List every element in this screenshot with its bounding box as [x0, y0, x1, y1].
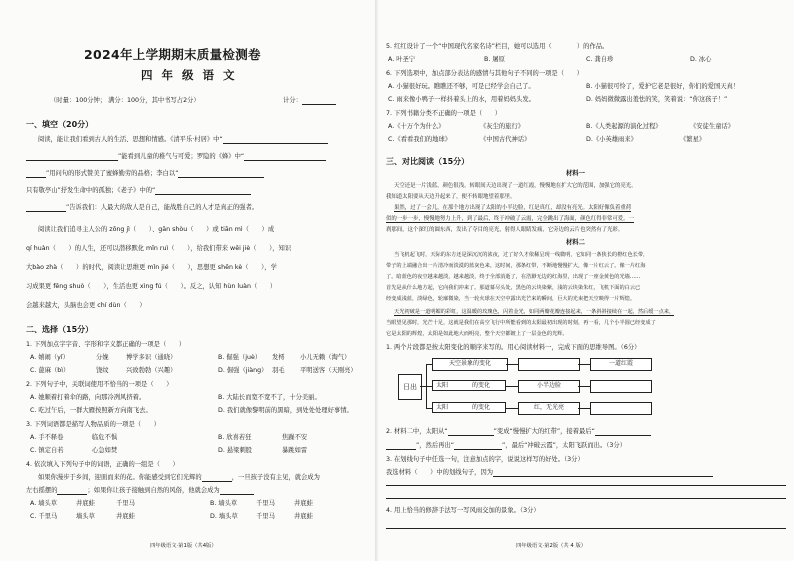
fill-line-5: ”告诉我们：人最大的敌人是自己，能战胜自己的人才是真正的强者。 — [26, 204, 258, 212]
fill-line-3: ”用问句的形式赞美了蜜蜂勤劳的品格；李白以“ — [26, 170, 264, 178]
q4-option-d-3: 井底蛙 — [294, 513, 313, 520]
material-2-line-1: 当飞机起飞时，天际的东方还是深沉沉的浓夜，过了好久才依稀呈现一线微明，它如同一条狭长的橙红色长带， — [394, 252, 649, 258]
mindmap-row3-label: 太阳 的变化 — [432, 402, 506, 413]
r-q5-option-b: B. 屠原 — [484, 56, 505, 63]
r-q4-answer-line[interactable] — [386, 528, 786, 529]
r-q5-option-c: C. 龚自珍 — [586, 56, 614, 63]
section-reading-heading: 三、对比阅读（15分） — [386, 157, 470, 166]
r-q3-answer-line-1: 我选材料（ ）中的划线句子，因为 — [386, 469, 713, 477]
q3-option-c: C. 镇定自若 — [30, 447, 64, 454]
mindmap-row1-blank[interactable] — [518, 358, 580, 371]
mindmap-row3-blank[interactable] — [590, 402, 652, 415]
q1-option-d-idiom: 平明送客（天刚亮） — [300, 367, 357, 374]
material-1-line-2: 我知道太阳要从天边升起来了，便不转眼地望着那里。 — [386, 194, 516, 200]
right-page — [380, 0, 790, 561]
left-page — [0, 0, 372, 561]
q3-option-a: A. 手不释卷 — [30, 434, 64, 441]
material-1-line-4: 似的一步一步，慢慢地努力上升，到了最后，终于冲破了云霞，完全跳出了海面，颜色红得非常可爱。一 — [386, 216, 634, 222]
q2-option-a: A. 她顺着打着伞的路，向那冷冽风挤着。 — [30, 394, 146, 401]
arrow-1-2 — [578, 364, 590, 365]
subject-title: 四年级语文 — [141, 68, 244, 82]
r-q6-option-a: A. 小猫很好玩。瞧瞧还不够，可是已经学会自己了。 — [388, 83, 535, 90]
q3-option-c-word: 心急如焚 — [92, 447, 118, 454]
material-2-line-5: 经变成浅蓝，淡绿色，轮廓微染，当一轮火球在天空中露出光芒来的瞬间，巨大的光束把天空映得一片辉煌。 — [386, 296, 636, 302]
mindmap-row3-middle: 红，无光亮 — [518, 402, 580, 415]
material-1-line-3: 果然，过了一会儿，在那个地方出现了太阳的小半边脸，红是真红，却没有亮光。太阳好像负着重荷 — [394, 205, 632, 211]
q4-stem: 4. 依次填入下列句子中的词语，正确的一组是（ ） — [26, 461, 179, 468]
q4-option-b-3: 井底蛙 — [294, 500, 313, 507]
r-q7-option-a: A.《十万个为什么》 — [388, 123, 445, 130]
r-q7-option-c: C.《看看我们的地球》 — [388, 136, 452, 143]
material-2-line-8: 它是太阳的辉煌，太阳是如此地大而明亮，整个天空都镀上了一层金色的光辉。 — [386, 331, 568, 337]
q1-option-d-word: 羽毛 — [272, 367, 285, 374]
pinyin-line-2: qí huàn（ ）的人生，还可以潜移默化 mǐn ruì（ ），给我们带来 wēi jiè（ ），知识 — [26, 245, 292, 252]
section-fill-heading: 一、填空（20分） — [26, 120, 94, 129]
pinyin-line-4: 习成果更 fēng shuò（ ），生活也更 xìng fú（ ）。反之，认知 hùn luàn（ ） — [26, 283, 277, 290]
q3-option-b-word: 焦躁不安 — [282, 434, 308, 441]
q4-option-c: C. 千里马 — [30, 513, 58, 520]
arrow-3-2 — [578, 408, 590, 409]
r-q6-stem: 6. 下列选项中，加点部分表达的感情与其他句子不同的一项是（ ） — [386, 70, 583, 77]
q3-option-a-word: 临危不惧 — [92, 434, 118, 441]
q3-option-d: D. 悬梁刺股 — [218, 447, 253, 454]
mindmap-row1-label: 天空景象的变化 — [432, 358, 508, 371]
material-1-line-1: 天空还是一片浅蓝，颜色很浅。转眼间天边出现了一道红霞，慢慢地在扩大它的范围，加强它的亮光。 — [394, 183, 637, 189]
r-q7-option-c-2: 《中国古代神话》 — [480, 136, 531, 143]
q1-option-b: B. 倔强（juè） — [218, 354, 262, 361]
r-q2-line-1: 2. 材料二中，太阳从“ ”变成“慢慢扩大的红带”，接着最后“ — [386, 428, 651, 436]
q3-option-d-word: 暴跳如雷 — [282, 447, 308, 454]
mindmap-row2-blank[interactable] — [590, 380, 652, 393]
q4-option-d: D. 墙头草 — [210, 513, 238, 520]
q1-option-c: C. 蓖麻（bì） — [30, 367, 70, 374]
q1-option-a: A. 嬉闹（yǐ） — [30, 354, 69, 361]
pinyin-line-5: 会越来越大，头脑也会更 chí dùn（ ） — [26, 302, 146, 309]
q3-option-b: B. 欣喜若狂 — [218, 434, 252, 441]
r-q2-line-2: ”，然后再出“ ”，最后“冲破云霞”，太阳飞跃而出。（3分） — [386, 442, 626, 450]
material-2-line-3: 了。暗蓝色的夜空越来越淡，越来越淡，终于全部消逝了，在浩渺无边的红海里，出现了一座金黄色的光墙…… — [386, 274, 641, 280]
q2-option-b: B. 大陆长而宽不宽不了，十分美丽。 — [218, 394, 321, 401]
q1-option-c-word: 饶纹 — [96, 367, 109, 374]
r-q6-option-c: C. 雨来像小鸭子一样抖着头上的水，用着妈妈头发。 — [388, 96, 535, 103]
mindmap-row2-middle: 小半边脸 — [518, 380, 580, 393]
arrow-1-1 — [506, 364, 518, 365]
material-2-line-6: 天光初破是一道明媚的彩虹，这温暖的玫瑰色，闪着金光，如同两瓣花瓣连接起来，一条斜斜接续在一起，然后缓一点来， — [394, 309, 675, 315]
page-fold — [375, 0, 378, 561]
page-title: 2024年上学期期末质量检测卷 — [84, 47, 261, 62]
r-q7-stem: 7. 下列书籍分类不正确的一项是（ ） — [386, 110, 502, 117]
q1-option-b-idiom: 小儿无赖（淘气） — [300, 354, 351, 361]
r-q5-stem: 5. 红红设计了一个“中国现代名家名诗”栏目，她可以选用（ ）的作品。 — [386, 43, 609, 50]
q4-option-d-2: 千里马 — [256, 513, 275, 520]
r-q6-option-d: D. 妈妈微微露出羞怯的笑，笑着说：“你这孩子！” — [586, 96, 728, 103]
r-q7-option-d-2: 《繁星》 — [680, 136, 706, 143]
material-2-line-2: 带子的上端融合出一片清冷而淡漠的蓝灰色来。这时间，那条红带，不断地慢慢扩大，像一片红云了。像一片红海 — [386, 263, 646, 269]
material-1-line-5: 刹那间，这个深红的圆东西，发出了夺目的亮光，射得人眼睛发痛，它旁边的云片也突然有了光彩。 — [386, 227, 624, 233]
pinyin-line-1: 阅读让我们追寻主人公的 zōng jì（ ）、gān shòu（ ）或 tiān mì（ ）成 — [38, 226, 275, 233]
arrow-2-1 — [506, 386, 518, 387]
q1-option-a-word: 分娩 — [96, 354, 109, 361]
fill-line-1: 阅读，能让我们看到古人的生活、思想和情感。《清平乐·村居》中“ — [38, 136, 328, 144]
q4-option-b: B. 墙头草 — [210, 500, 238, 507]
mindmap-row2-label: 太阳 的变化 — [432, 380, 506, 391]
right-footer: 四年级语文·第2版（共 4 版） — [516, 543, 587, 549]
mindmap-row1-end: 一道红霞 — [590, 358, 652, 371]
q4-option-a: A. 墙头草 — [30, 500, 58, 507]
r-q3-stem: 3. 在划线句子中任选一句，注意加点的字，说说这样写的好处。（3分） — [386, 456, 584, 463]
pinyin-line-3: 大bào zhà（ ）的时代，阅读让思维更 mǐn jié（ ），思想更 shēn kè（ ），学 — [26, 264, 277, 271]
material-2-heading: 材料二 — [566, 239, 585, 246]
q1-option-c-idiom: 兴致勃勃（兴趣） — [126, 367, 177, 374]
r-q4-stem: 4. 用上恰当的修辞手法写一写风雨交加的景象。（3分） — [386, 507, 540, 514]
r-q7-option-d: D.《小英雄雨来》 — [586, 136, 637, 143]
q2-option-c: C. 吃过午后，一群大雁按照新方向南飞去。 — [30, 407, 152, 414]
q4-option-a-3: 千里马 — [116, 500, 135, 507]
q1-stem: 1. 下列加点字字音、字形和字义都正确的一项是（ ） — [26, 341, 186, 348]
r-q7-option-b: B.《人类起源的演化过程》 — [586, 123, 662, 130]
r-q5-option-a: A. 叶圣宁 — [388, 56, 416, 63]
q4-option-c-3: 井底蛙 — [116, 513, 135, 520]
q4-passage-2: 左右摇摆的 ；如果你让孩子接触到自然的风俗，他就会成为 — [26, 487, 254, 495]
r-q3-answer-line-2[interactable] — [386, 485, 786, 486]
mindmap-center: 日出 — [398, 374, 422, 400]
exam-meta: （时量：100分钟； 满分：100分，其中书写占2分） — [50, 97, 200, 104]
r-q5-option-d: D. 冰心 — [690, 56, 712, 63]
q2-stem: 2. 下列句子中，关联词使用不恰当的一项是（ ） — [26, 381, 173, 388]
arrow-3-1 — [506, 408, 518, 409]
q1-option-a-idiom: 博学多识（通晓） — [126, 354, 177, 361]
r-q3-answer-line-3[interactable] — [386, 498, 786, 499]
r-q7-option-b-2: 《安徒生童话》 — [690, 123, 735, 130]
material-2-line-7: 当眼望见那时，光芒十足，这就是我们在高空飞行中所能看到的太阳最初出现的时刻，再一看，几个小半圆已经变成了 — [386, 320, 656, 326]
q3-stem: 3. 下列词语都是描写人物品质的一项是（ ） — [26, 421, 160, 428]
q1-option-d: D. 倔强（jiàng） — [218, 367, 268, 374]
fill-line-4: 只有敬亭山”抒发生命中的孤独；《老子》中的“ — [26, 187, 251, 195]
r-q6-option-b: B. 小猫很可怜了，爱护它老是很好，你们的爱国天真！ — [586, 83, 740, 90]
r-q7-option-a-2: 《灰尘的旅行》 — [480, 123, 525, 130]
r-q1-stem: 1. 两个片段都是按太阳变化的顺序来写的。用心阅读材料一，完成下面的思维导图。（6分） — [386, 344, 641, 351]
fill-line-2: ”能看到儿童的稚气与可爱；罗隐的《蜂》中“ — [26, 153, 326, 161]
left-footer: 四年级语文·第1版（共4版） — [150, 543, 217, 549]
q2-option-d: D. 我们就像黎明前的黑暗，到处处处理好事情。 — [218, 407, 353, 414]
score-label: 计分： — [283, 97, 336, 105]
q4-option-a-2: 井底蛙 — [76, 500, 95, 507]
arrow-2-2 — [578, 386, 590, 387]
material-1-heading: 材料一 — [566, 170, 585, 177]
q4-option-b-2: 千里马 — [256, 500, 275, 507]
q1-option-b-word: 发樗 — [272, 354, 285, 361]
material-2-line-4: 首先是从什么地方起，它向我们冲来了。那道幕尽头处，黑色的云块染紫，浅的云块染朱红，飞机下面的白云已 — [386, 285, 641, 291]
q4-option-c-2: 墙头草 — [76, 513, 95, 520]
section-choice-heading: 二、选择（15分） — [26, 325, 94, 334]
q4-passage-1: 如果你漫步于乡间，迎面而来的花。你能感受到它们光辉的 ，一旦孩子没有主见，就会成为 — [38, 474, 320, 481]
